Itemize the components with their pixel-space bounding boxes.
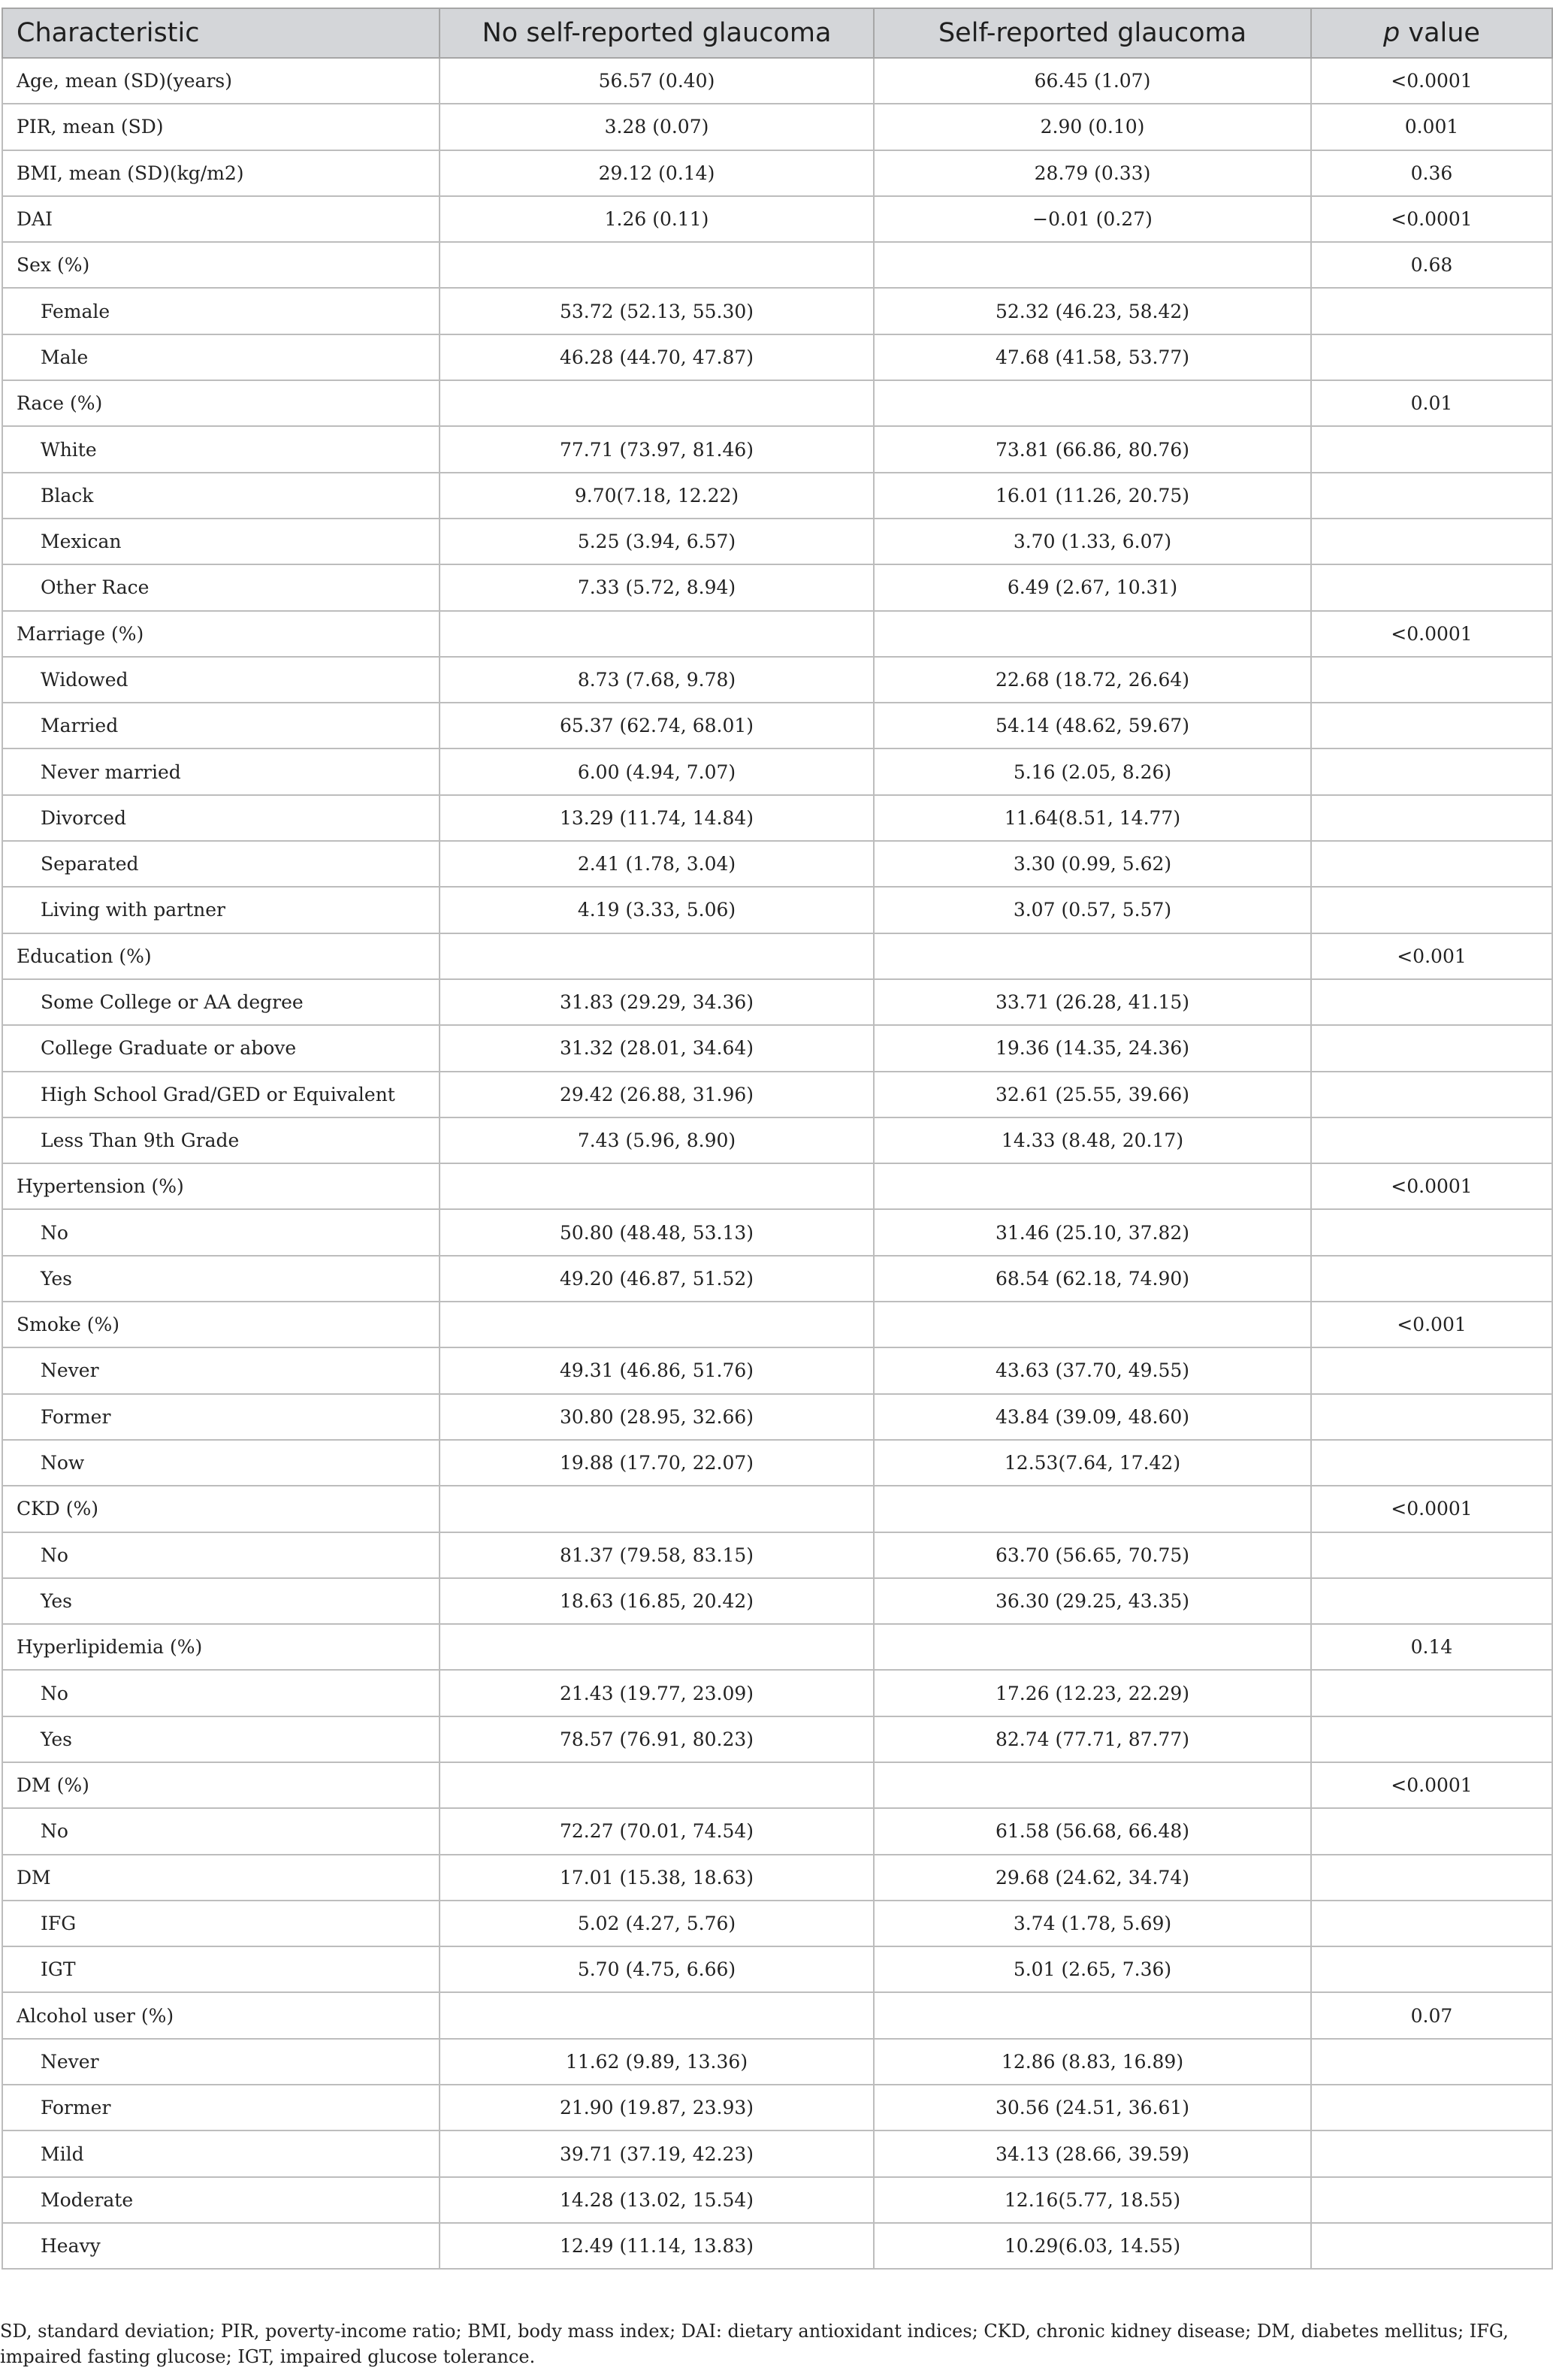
cell-no-glaucoma: 29.12 (0.14) (440, 150, 874, 196)
cell-no-glaucoma: 21.43 (19.77, 23.09) (440, 1670, 874, 1716)
header-row (2, 8, 1552, 58)
cell-p-value (1311, 1256, 1552, 1302)
table-row (2, 1486, 1552, 1532)
cell-no-glaucoma: 21.90 (19.87, 23.93) (440, 2085, 874, 2131)
cell-characteristic: DM (2, 1855, 440, 1901)
table-row (2, 1992, 1552, 2038)
cell-characteristic: Now (2, 1440, 440, 1486)
cell-glaucoma: 17.26 (12.23, 22.29) (874, 1670, 1311, 1716)
cell-p-value (1311, 1347, 1552, 1393)
cell-no-glaucoma: 6.00 (4.94, 7.07) (440, 748, 874, 794)
cell-glaucoma: 47.68 (41.58, 53.77) (874, 334, 1311, 380)
cell-characteristic: No (2, 1808, 440, 1854)
table-row (2, 1578, 1552, 1624)
cell-p-value (1311, 2131, 1552, 2176)
table-row (2, 1808, 1552, 1854)
cell-glaucoma: 12.53(7.64, 17.42) (874, 1440, 1311, 1486)
table-row (2, 288, 1552, 334)
cell-p-value (1311, 2223, 1552, 2269)
cell-p-value (1311, 703, 1552, 748)
cell-p-value (1311, 2039, 1552, 2085)
cell-no-glaucoma: 31.32 (28.01, 34.64) (440, 1025, 874, 1071)
cell-glaucoma (874, 1624, 1311, 1670)
cell-no-glaucoma: 2.41 (1.78, 3.04) (440, 841, 874, 887)
header-no-glaucoma: No self-reported glaucoma (440, 8, 874, 58)
cell-glaucoma (874, 242, 1311, 288)
table-row (2, 1440, 1552, 1486)
table-row (2, 150, 1552, 196)
cell-no-glaucoma: 30.80 (28.95, 32.66) (440, 1394, 874, 1440)
cell-p-value (1311, 473, 1552, 519)
table-row (2, 1716, 1552, 1762)
cell-characteristic: Never married (2, 748, 440, 794)
table-row (2, 2177, 1552, 2223)
table-row (2, 1347, 1552, 1393)
cell-no-glaucoma: 50.80 (48.48, 53.13) (440, 1209, 874, 1255)
cell-characteristic: Married (2, 703, 440, 748)
cell-characteristic: Heavy (2, 2223, 440, 2269)
table-row (2, 1256, 1552, 1302)
cell-p-value (1311, 887, 1552, 933)
cell-glaucoma (874, 1163, 1311, 1209)
cell-p-value: 0.07 (1311, 1992, 1552, 2038)
table-row (2, 1670, 1552, 1716)
cell-p-value: <0.0001 (1311, 611, 1552, 657)
cell-glaucoma: 43.84 (39.09, 48.60) (874, 1394, 1311, 1440)
cell-no-glaucoma (440, 933, 874, 979)
cell-p-value (1311, 841, 1552, 887)
cell-glaucoma: 29.68 (24.62, 34.74) (874, 1855, 1311, 1901)
cell-characteristic: Yes (2, 1578, 440, 1624)
cell-characteristic: Race (%) (2, 380, 440, 426)
cell-characteristic: Moderate (2, 2177, 440, 2223)
cell-characteristic: Sex (%) (2, 242, 440, 288)
cell-glaucoma (874, 1302, 1311, 1347)
table-row (2, 1946, 1552, 1992)
cell-characteristic: College Graduate or above (2, 1025, 440, 1071)
cell-glaucoma: 22.68 (18.72, 26.64) (874, 657, 1311, 703)
table-row (2, 1072, 1552, 1117)
cell-characteristic: Former (2, 1394, 440, 1440)
cell-no-glaucoma: 39.71 (37.19, 42.23) (440, 2131, 874, 2176)
cell-characteristic: Male (2, 334, 440, 380)
cell-p-value (1311, 1716, 1552, 1762)
cell-glaucoma: 10.29(6.03, 14.55) (874, 2223, 1311, 2269)
cell-no-glaucoma: 56.57 (0.40) (440, 58, 874, 104)
cell-glaucoma: 3.07 (0.57, 5.57) (874, 887, 1311, 933)
cell-glaucoma: 2.90 (0.10) (874, 104, 1311, 150)
table-row (2, 1209, 1552, 1255)
table-row (2, 657, 1552, 703)
cell-glaucoma: 63.70 (56.65, 70.75) (874, 1532, 1311, 1578)
cell-no-glaucoma (440, 242, 874, 288)
cell-characteristic: Mexican (2, 519, 440, 564)
table-row (2, 2223, 1552, 2269)
table-row (2, 58, 1552, 104)
cell-no-glaucoma: 18.63 (16.85, 20.42) (440, 1578, 874, 1624)
cell-characteristic: IFG (2, 1901, 440, 1946)
cell-no-glaucoma: 12.49 (11.14, 13.83) (440, 2223, 874, 2269)
table-row (2, 1855, 1552, 1901)
cell-glaucoma (874, 1762, 1311, 1808)
table-row (2, 2039, 1552, 2085)
cell-p-value (1311, 2177, 1552, 2223)
cell-glaucoma: 6.49 (2.67, 10.31) (874, 564, 1311, 610)
cell-p-value (1311, 1025, 1552, 1071)
cell-characteristic: Former (2, 2085, 440, 2131)
cell-p-value (1311, 1670, 1552, 1716)
cell-glaucoma: 54.14 (48.62, 59.67) (874, 703, 1311, 748)
cell-p-value: <0.0001 (1311, 58, 1552, 104)
cell-p-value: <0.0001 (1311, 1762, 1552, 1808)
cell-glaucoma: 16.01 (11.26, 20.75) (874, 473, 1311, 519)
table-row (2, 1163, 1552, 1209)
cell-p-value (1311, 1578, 1552, 1624)
cell-characteristic: Less Than 9th Grade (2, 1117, 440, 1163)
cell-p-value (1311, 426, 1552, 472)
table-row (2, 380, 1552, 426)
cell-characteristic: No (2, 1670, 440, 1716)
table-row (2, 334, 1552, 380)
table-row (2, 2131, 1552, 2176)
table-row (2, 841, 1552, 887)
cell-glaucoma: 32.61 (25.55, 39.66) (874, 1072, 1311, 1117)
cell-characteristic: Black (2, 473, 440, 519)
cell-characteristic: Female (2, 288, 440, 334)
cell-no-glaucoma (440, 1163, 874, 1209)
cell-p-value (1311, 1946, 1552, 1992)
cell-characteristic: No (2, 1209, 440, 1255)
cell-no-glaucoma: 17.01 (15.38, 18.63) (440, 1855, 874, 1901)
table-row (2, 104, 1552, 150)
cell-glaucoma: 5.16 (2.05, 8.26) (874, 748, 1311, 794)
cell-glaucoma: 33.71 (26.28, 41.15) (874, 979, 1311, 1025)
cell-no-glaucoma: 5.02 (4.27, 5.76) (440, 1901, 874, 1946)
table-row (2, 979, 1552, 1025)
cell-glaucoma: 68.54 (62.18, 74.90) (874, 1256, 1311, 1302)
cell-glaucoma (874, 933, 1311, 979)
cell-characteristic: DM (%) (2, 1762, 440, 1808)
cell-no-glaucoma: 7.33 (5.72, 8.94) (440, 564, 874, 610)
cell-p-value: 0.68 (1311, 242, 1552, 288)
cell-no-glaucoma: 46.28 (44.70, 47.87) (440, 334, 874, 380)
cell-no-glaucoma: 19.88 (17.70, 22.07) (440, 1440, 874, 1486)
cell-no-glaucoma: 8.73 (7.68, 9.78) (440, 657, 874, 703)
cell-p-value (1311, 1394, 1552, 1440)
cell-no-glaucoma: 78.57 (76.91, 80.23) (440, 1716, 874, 1762)
cell-p-value (1311, 519, 1552, 564)
cell-glaucoma: 11.64(8.51, 14.77) (874, 795, 1311, 841)
cell-glaucoma: 34.13 (28.66, 39.59) (874, 2131, 1311, 2176)
cell-p-value: 0.36 (1311, 150, 1552, 196)
cell-no-glaucoma: 3.28 (0.07) (440, 104, 874, 150)
cell-no-glaucoma: 49.31 (46.86, 51.76) (440, 1347, 874, 1393)
cell-glaucoma: 19.36 (14.35, 24.36) (874, 1025, 1311, 1071)
cell-characteristic: PIR, mean (SD) (2, 104, 440, 150)
cell-characteristic: Never (2, 1347, 440, 1393)
cell-no-glaucoma: 1.26 (0.11) (440, 196, 874, 242)
table-row (2, 473, 1552, 519)
cell-p-value: <0.0001 (1311, 1163, 1552, 1209)
cell-characteristic: DAI (2, 196, 440, 242)
header-p-rest: value (1400, 18, 1480, 48)
cell-no-glaucoma (440, 1486, 874, 1532)
cell-no-glaucoma: 72.27 (70.01, 74.54) (440, 1808, 874, 1854)
cell-glaucoma: 12.16(5.77, 18.55) (874, 2177, 1311, 2223)
cell-no-glaucoma: 31.83 (29.29, 34.36) (440, 979, 874, 1025)
cell-p-value (1311, 288, 1552, 334)
characteristics-table (2, 8, 1553, 2270)
cell-p-value (1311, 334, 1552, 380)
cell-characteristic: BMI, mean (SD)(kg/m2) (2, 150, 440, 196)
cell-characteristic: Other Race (2, 564, 440, 610)
cell-glaucoma: 3.30 (0.99, 5.62) (874, 841, 1311, 887)
cell-no-glaucoma: 9.70(7.18, 12.22) (440, 473, 874, 519)
cell-no-glaucoma: 5.25 (3.94, 6.57) (440, 519, 874, 564)
cell-glaucoma: 52.32 (46.23, 58.42) (874, 288, 1311, 334)
table-row (2, 933, 1552, 979)
cell-p-value (1311, 748, 1552, 794)
table-footnote: SD, standard deviation; PIR, poverty-income ratio; BMI, body mass index; DAI: dietary antioxidant indices; CKD, chronic kidney disease; DM, diabetes mellitus; IFG, impaired fasting glucose; IGT, impaired glucose tolerance. (0, 2321, 1509, 2367)
cell-characteristic: Separated (2, 841, 440, 887)
cell-p-value (1311, 657, 1552, 703)
cell-characteristic: No (2, 1532, 440, 1578)
cell-characteristic: Smoke (%) (2, 1302, 440, 1347)
cell-characteristic: Living with partner (2, 887, 440, 933)
cell-no-glaucoma: 49.20 (46.87, 51.52) (440, 1256, 874, 1302)
cell-characteristic: IGT (2, 1946, 440, 1992)
cell-characteristic: Marriage (%) (2, 611, 440, 657)
cell-characteristic: White (2, 426, 440, 472)
table-row (2, 887, 1552, 933)
cell-no-glaucoma: 7.43 (5.96, 8.90) (440, 1117, 874, 1163)
header-p-italic: p (1383, 18, 1400, 48)
cell-glaucoma: 14.33 (8.48, 20.17) (874, 1117, 1311, 1163)
table-header (2, 8, 1552, 58)
cell-no-glaucoma: 11.62 (9.89, 13.36) (440, 2039, 874, 2085)
table-row (2, 748, 1552, 794)
cell-p-value: 0.01 (1311, 380, 1552, 426)
cell-p-value (1311, 564, 1552, 610)
cell-p-value (1311, 2085, 1552, 2131)
cell-no-glaucoma (440, 1992, 874, 2038)
cell-p-value: <0.001 (1311, 1302, 1552, 1347)
cell-p-value (1311, 1117, 1552, 1163)
cell-characteristic: CKD (%) (2, 1486, 440, 1532)
header-p-value (1311, 8, 1552, 58)
cell-glaucoma: 66.45 (1.07) (874, 58, 1311, 104)
cell-characteristic: High School Grad/GED or Equivalent (2, 1072, 440, 1117)
cell-no-glaucoma: 4.19 (3.33, 5.06) (440, 887, 874, 933)
cell-p-value (1311, 1808, 1552, 1854)
table-row (2, 1025, 1552, 1071)
table-row (2, 196, 1552, 242)
cell-glaucoma: 43.63 (37.70, 49.55) (874, 1347, 1311, 1393)
table-row (2, 1394, 1552, 1440)
table-row (2, 703, 1552, 748)
table-row (2, 1302, 1552, 1347)
cell-p-value (1311, 1901, 1552, 1946)
cell-no-glaucoma (440, 1302, 874, 1347)
table-row (2, 564, 1552, 610)
cell-glaucoma: 30.56 (24.51, 36.61) (874, 2085, 1311, 2131)
cell-p-value: <0.0001 (1311, 1486, 1552, 1532)
cell-no-glaucoma (440, 380, 874, 426)
cell-characteristic: Widowed (2, 657, 440, 703)
cell-glaucoma: 12.86 (8.83, 16.89) (874, 2039, 1311, 2085)
cell-no-glaucoma: 13.29 (11.74, 14.84) (440, 795, 874, 841)
cell-no-glaucoma (440, 1762, 874, 1808)
table-row (2, 519, 1552, 564)
cell-no-glaucoma (440, 1624, 874, 1670)
table-row (2, 242, 1552, 288)
cell-p-value (1311, 1532, 1552, 1578)
cell-p-value: 0.14 (1311, 1624, 1552, 1670)
header-characteristic: Characteristic (2, 8, 440, 58)
cell-glaucoma: 3.70 (1.33, 6.07) (874, 519, 1311, 564)
cell-no-glaucoma: 5.70 (4.75, 6.66) (440, 1946, 874, 1992)
table-row (2, 1901, 1552, 1946)
cell-characteristic: Hyperlipidemia (%) (2, 1624, 440, 1670)
cell-p-value (1311, 1440, 1552, 1486)
cell-p-value (1311, 795, 1552, 841)
table-row (2, 795, 1552, 841)
cell-p-value (1311, 1209, 1552, 1255)
cell-p-value (1311, 979, 1552, 1025)
cell-no-glaucoma: 53.72 (52.13, 55.30) (440, 288, 874, 334)
cell-glaucoma (874, 611, 1311, 657)
cell-glaucoma: 5.01 (2.65, 7.36) (874, 1946, 1311, 1992)
cell-p-value: <0.001 (1311, 933, 1552, 979)
cell-glaucoma (874, 380, 1311, 426)
cell-no-glaucoma (440, 611, 874, 657)
cell-glaucoma: 61.58 (56.68, 66.48) (874, 1808, 1311, 1854)
table-row (2, 2085, 1552, 2131)
cell-characteristic: Age, mean (SD)(years) (2, 58, 440, 104)
cell-glaucoma: 3.74 (1.78, 5.69) (874, 1901, 1311, 1946)
cell-characteristic: Divorced (2, 795, 440, 841)
table-row (2, 611, 1552, 657)
cell-characteristic: Never (2, 2039, 440, 2085)
cell-p-value (1311, 1855, 1552, 1901)
header-glaucoma: Self-reported glaucoma (874, 8, 1311, 58)
table-row (2, 1532, 1552, 1578)
cell-no-glaucoma: 77.71 (73.97, 81.46) (440, 426, 874, 472)
cell-glaucoma: 28.79 (0.33) (874, 150, 1311, 196)
table-row (2, 1762, 1552, 1808)
cell-characteristic: Mild (2, 2131, 440, 2176)
table-row (2, 1624, 1552, 1670)
cell-no-glaucoma: 81.37 (79.58, 83.15) (440, 1532, 874, 1578)
cell-glaucoma: 36.30 (29.25, 43.35) (874, 1578, 1311, 1624)
cell-p-value: 0.001 (1311, 104, 1552, 150)
cell-no-glaucoma: 29.42 (26.88, 31.96) (440, 1072, 874, 1117)
cell-characteristic: Alcohol user (%) (2, 1992, 440, 2038)
table-row (2, 426, 1552, 472)
cell-glaucoma: −0.01 (0.27) (874, 196, 1311, 242)
table-row (2, 1117, 1552, 1163)
cell-characteristic: Yes (2, 1256, 440, 1302)
cell-glaucoma (874, 1486, 1311, 1532)
cell-glaucoma: 82.74 (77.71, 87.77) (874, 1716, 1311, 1762)
cell-glaucoma: 73.81 (66.86, 80.76) (874, 426, 1311, 472)
cell-glaucoma: 31.46 (25.10, 37.82) (874, 1209, 1311, 1255)
cell-glaucoma (874, 1992, 1311, 2038)
table-body (2, 58, 1552, 2269)
cell-no-glaucoma: 14.28 (13.02, 15.54) (440, 2177, 874, 2223)
cell-p-value (1311, 1072, 1552, 1117)
cell-characteristic: Education (%) (2, 933, 440, 979)
cell-p-value: <0.0001 (1311, 196, 1552, 242)
cell-characteristic: Yes (2, 1716, 440, 1762)
cell-no-glaucoma: 65.37 (62.74, 68.01) (440, 703, 874, 748)
cell-characteristic: Some College or AA degree (2, 979, 440, 1025)
cell-characteristic: Hypertension (%) (2, 1163, 440, 1209)
